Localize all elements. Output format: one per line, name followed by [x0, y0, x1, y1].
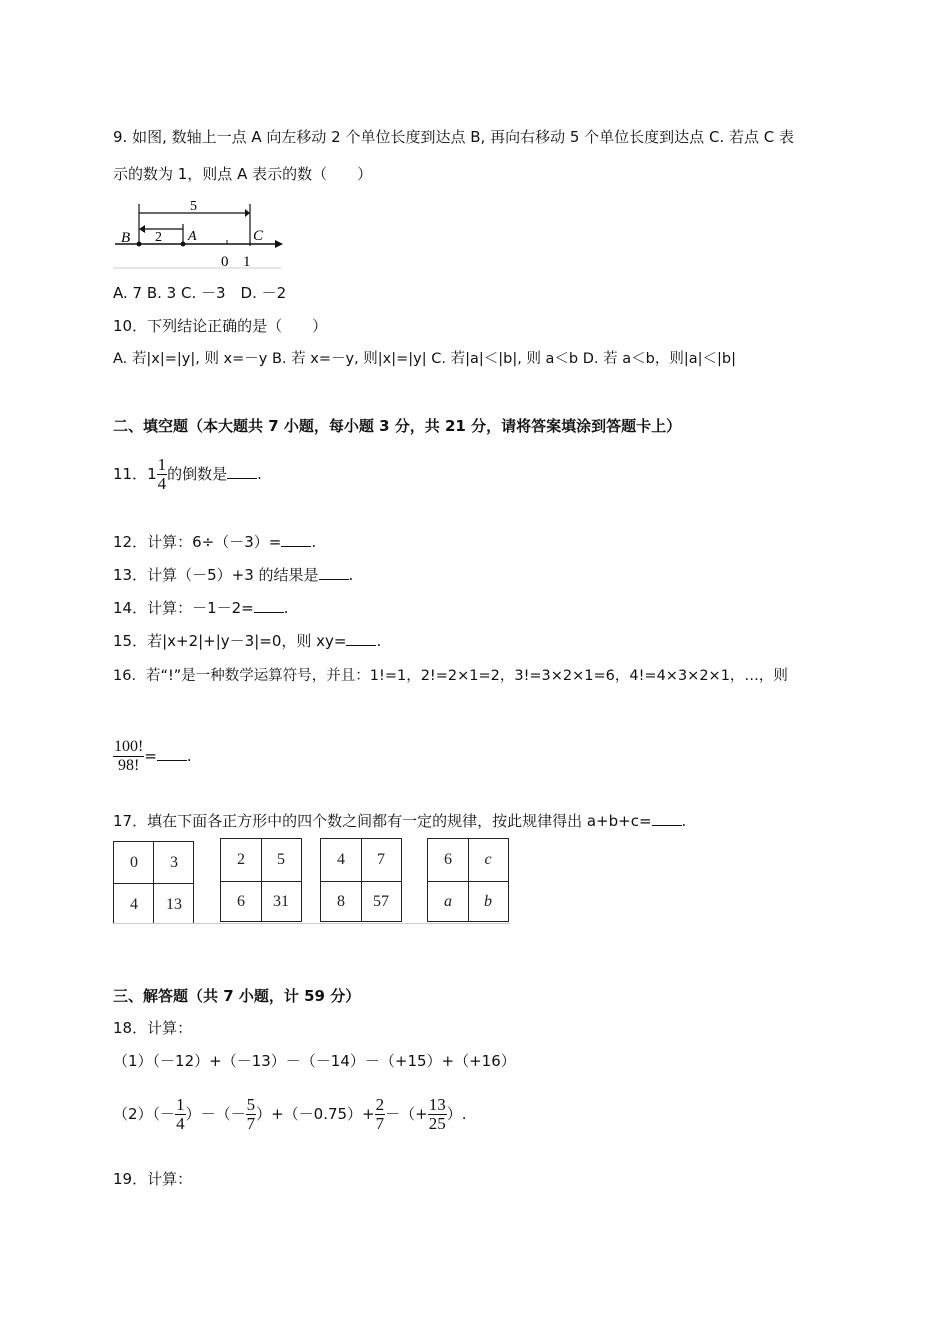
q16-end: . — [186, 747, 192, 765]
q18-p2-t1: （－ — [152, 1105, 176, 1123]
square-4-cell: 6 — [444, 851, 452, 868]
label-C: C — [253, 228, 264, 244]
q16-text: 16．若“!”是一种数学运算符号，并且：1!=1，2!=2×1=2，3!=3×2×1=6，4!=4×3×2×1，…，则 — [113, 668, 788, 684]
q15 — [113, 630, 381, 651]
q11-end: . — [257, 465, 262, 483]
q9-options: A. 7 B. 3 C. －3 D. －2 — [113, 284, 287, 302]
square-1-cell: 0 — [130, 854, 138, 871]
square-3-cell: 57 — [373, 893, 389, 910]
q14-text: 14．计算：－1－2= — [113, 599, 254, 617]
square-2-cell: 6 — [237, 893, 245, 910]
q16-expression — [113, 738, 192, 775]
square-1-cell: 13 — [166, 896, 182, 913]
q9-line1: 9. 如图, 数轴上一点 A 向左移动 2 个单位长度到达点 B, 再向右移动 5 个单位长度到达点 C. 若点 C 表 — [113, 128, 794, 146]
q11-prefix: 11．1 — [113, 465, 157, 483]
q18-frac-3 — [375, 1096, 386, 1133]
q17-end: . — [681, 812, 687, 830]
q19-title: 19．计算： — [113, 1170, 193, 1188]
square-2 — [220, 838, 302, 922]
q18-f2-den: 7 — [246, 1114, 256, 1133]
q15-answer-blank — [346, 633, 376, 646]
square-2-cell: 5 — [277, 851, 285, 868]
label-0: 0 — [221, 254, 229, 270]
q12-text: 12．计算：6÷（－3）= — [113, 533, 282, 551]
q11-frac-num: 1 — [157, 455, 167, 474]
squares-baseline — [113, 923, 510, 924]
q14-answer-blank — [254, 600, 284, 613]
q16-frac-num: 100! — [114, 738, 144, 755]
q16-eq: = — [144, 747, 157, 765]
q18-part2 — [113, 1096, 466, 1133]
q17-answer-blank — [652, 813, 682, 826]
q17-text: 17．填在下面各正方形中的四个数之间都有一定的规律，按此规律得出 a+b+c= — [113, 812, 652, 830]
square-4-cell: b — [484, 893, 492, 910]
square-3-cell: 8 — [337, 893, 345, 910]
square-2-cell: 31 — [273, 893, 289, 910]
q11 — [113, 456, 262, 493]
number-line-figure — [113, 196, 283, 270]
q10-stem: 10．下列结论正确的是（ ） — [113, 317, 328, 335]
section3-title: 三、解答题（共 7 小题，计 59 分） — [113, 987, 361, 1005]
q16-fraction — [113, 738, 144, 775]
q13-text: 13．计算（－5）+3 的结果是 — [113, 566, 319, 584]
q18-f3-num: 2 — [375, 1095, 385, 1114]
q11-answer-blank — [227, 466, 257, 479]
q18-frac-2 — [246, 1096, 257, 1133]
q15-end: . — [376, 632, 382, 650]
square-1-cell: 4 — [130, 896, 138, 913]
square-4 — [427, 838, 509, 922]
q18-f1-num: 1 — [176, 1095, 185, 1114]
q18-f4-den: 25 — [428, 1114, 446, 1133]
label-B: B — [121, 230, 131, 246]
q16-answer-blank — [157, 748, 187, 761]
square-1-cell: 3 — [170, 854, 178, 871]
q18-p2-t2: ）－（－ — [185, 1105, 246, 1123]
square-1 — [113, 841, 194, 924]
label-5: 5 — [190, 199, 197, 214]
q13-end: . — [348, 566, 354, 584]
q18-f4-num: 13 — [428, 1095, 446, 1114]
label-2: 2 — [155, 230, 162, 245]
square-3-cell: 4 — [337, 851, 345, 868]
q9-line2: 示的数为 1，则点 A 表示的数（ ） — [113, 165, 373, 183]
q18-p2-t3: ）+（－0.75）+ — [256, 1105, 375, 1123]
q18-f1-den: 4 — [176, 1114, 185, 1133]
q11-suffix: 的倒数是 — [167, 465, 228, 483]
q13 — [113, 564, 353, 585]
q16-frac-den: 98! — [118, 757, 140, 774]
square-2-cell: 2 — [237, 851, 245, 868]
q11-fraction — [157, 456, 168, 493]
q10-options: A. 若|x|=|y|, 则 x=－y B. 若 x=－y, 则|x|=|y| C. 若|a|＜|b|, 则 a＜b D. 若 a＜b，则|a|＜|b| — [113, 351, 736, 367]
q18-frac-1 — [175, 1096, 186, 1133]
square-4-cell: a — [444, 893, 452, 910]
q12-end: . — [311, 533, 317, 551]
q15-text: 15．若|x+2|+|y－3|=0，则 xy= — [113, 632, 347, 650]
q18-f3-den: 7 — [375, 1114, 385, 1133]
label-A: A — [188, 229, 197, 244]
q14-end: . — [283, 599, 289, 617]
q18-frac-4 — [428, 1096, 447, 1133]
label-1: 1 — [243, 254, 251, 270]
q14 — [113, 597, 289, 618]
q18-p2-t5: ）. — [446, 1105, 467, 1123]
q18-title: 18．计算： — [113, 1019, 193, 1037]
q11-frac-den: 4 — [157, 474, 167, 493]
q17 — [113, 810, 686, 831]
q18-f2-num: 5 — [246, 1095, 256, 1114]
q18-part1: （1）（－12）+（－13）－（－14）－（+15）+（+16） — [113, 1052, 516, 1070]
q12-answer-blank — [281, 534, 311, 547]
q12 — [113, 531, 316, 552]
square-3 — [320, 838, 402, 922]
q18-p2-label: （2） — [113, 1105, 153, 1123]
square-4-cell: c — [484, 851, 492, 868]
q13-answer-blank — [319, 567, 349, 580]
q18-p2-t4: －（+ — [385, 1105, 428, 1123]
square-3-cell: 7 — [377, 851, 385, 868]
section2-title: 二、填空题（本大题共 7 小题，每小题 3 分，共 21 分，请将答案填涂到答题卡上） — [113, 417, 682, 435]
